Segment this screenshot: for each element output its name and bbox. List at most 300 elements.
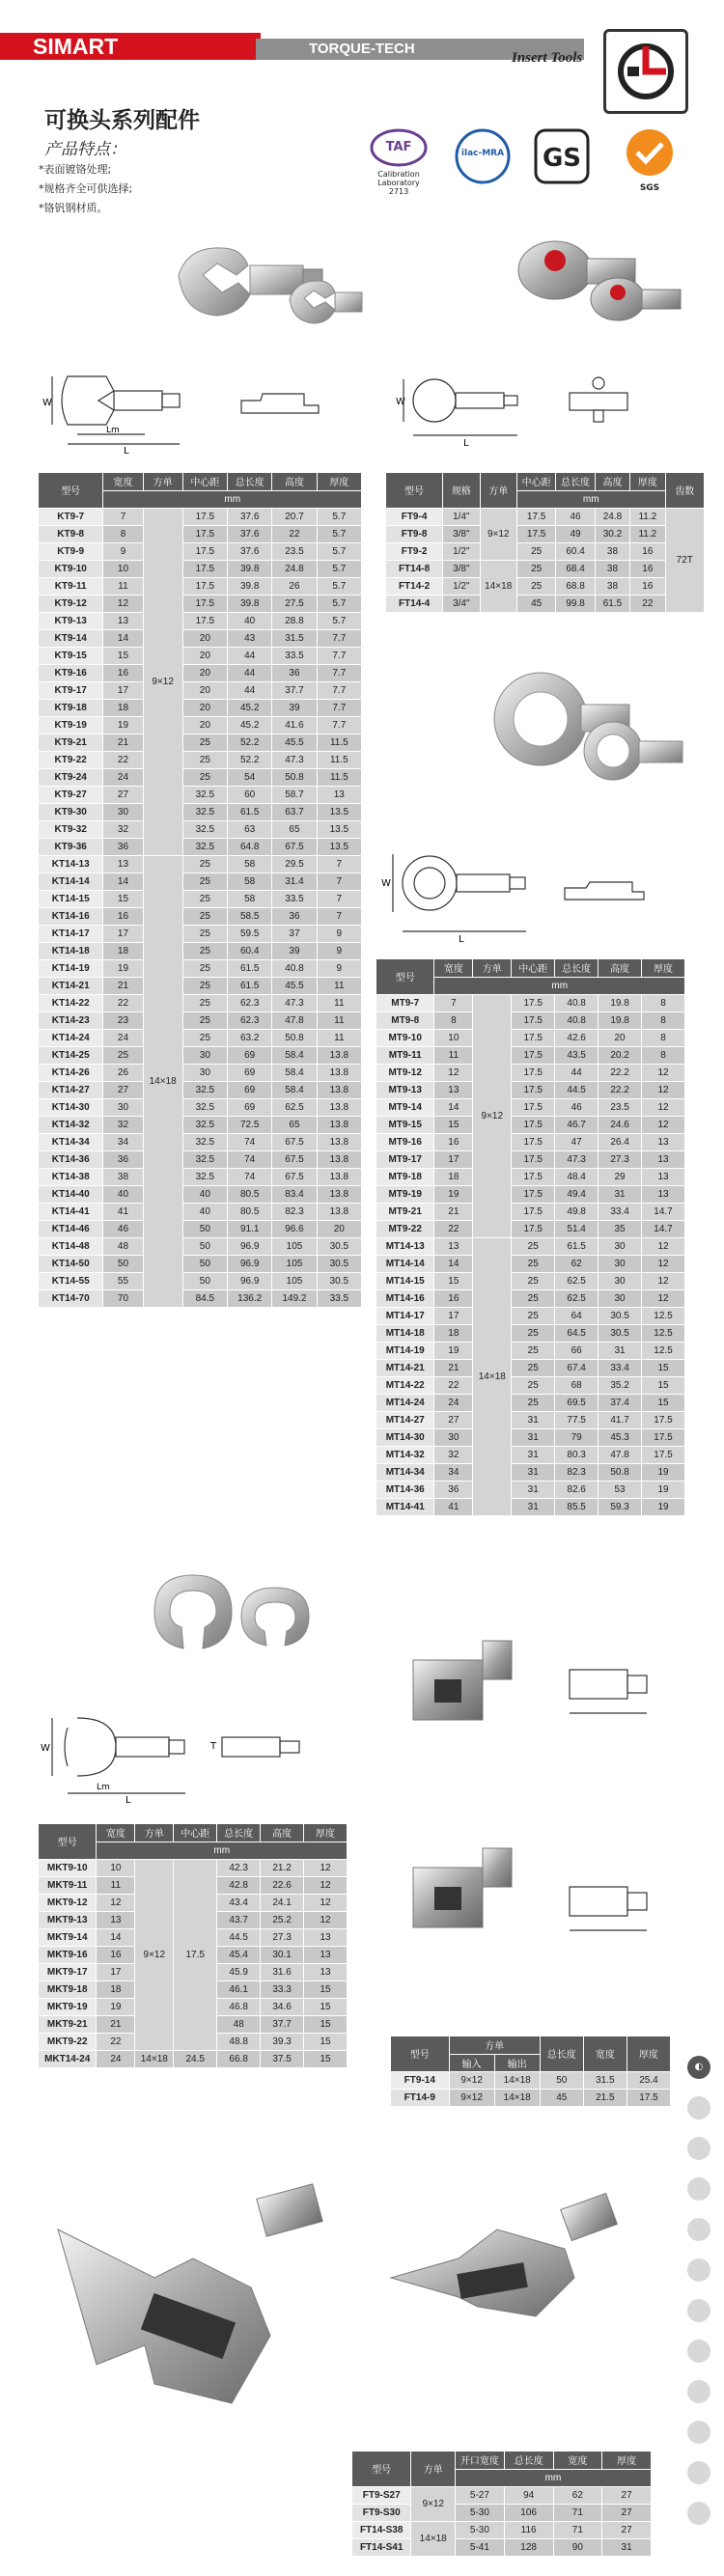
value-cell: 53 (599, 1481, 642, 1498)
value-cell: 5-30 (456, 2521, 505, 2538)
header-model: 型号 (386, 473, 443, 508)
value-cell: 12.5 (642, 1342, 685, 1359)
value-cell: 17.5 (512, 1029, 555, 1046)
width-cell: 15 (434, 1272, 473, 1289)
width-cell: 17 (103, 925, 143, 942)
value-cell: 30 (599, 1272, 642, 1289)
value-cell: 31.6 (261, 1963, 304, 1980)
value-cell: 47.8 (599, 1446, 642, 1463)
mt-spec-table (376, 959, 685, 1516)
value-cell: 17.5 (642, 1446, 685, 1463)
value-cell: 32.5 (182, 1081, 227, 1098)
value-cell: 48 (217, 2015, 261, 2033)
table-row (39, 612, 362, 629)
model-cell: MKT9-21 (39, 2015, 97, 2033)
value-cell: 19.8 (599, 1011, 642, 1029)
ratchet-dimension-diagram (396, 372, 685, 453)
value-cell: 16 (630, 560, 665, 577)
value-cell: 30 (182, 1046, 227, 1064)
value-cell: 13 (304, 1946, 348, 1963)
table-row (391, 2089, 671, 2106)
width-cell: 22 (97, 2033, 135, 2050)
value-cell: 42.6 (555, 1029, 599, 1046)
drive-cell: 14×18 (480, 560, 516, 612)
header-center: 中心距 (174, 1824, 217, 1842)
value-cell: 45.9 (217, 1963, 261, 1980)
width-cell: 30 (103, 803, 143, 820)
value-cell: 24.6 (599, 1116, 642, 1133)
value-cell: 67.5 (272, 838, 317, 855)
dim-l-label: L (124, 446, 129, 457)
value-cell: 8 (642, 994, 685, 1011)
value-cell: 31 (512, 1498, 555, 1515)
adjustable-spec-table (352, 2451, 652, 2557)
value-cell: 17.5 (642, 1411, 685, 1428)
model-cell: MKT9-16 (39, 1946, 97, 1963)
header-length: 总长度 (504, 2451, 553, 2469)
table-row (39, 1046, 362, 1064)
width-cell: 16 (434, 1133, 473, 1150)
value-cell: 20 (182, 647, 227, 664)
width-cell: 32 (103, 820, 143, 838)
value-cell: 17.5 (516, 508, 555, 525)
value-cell: 5.7 (317, 542, 361, 560)
value-cell: 71 (553, 2521, 602, 2538)
value-cell: 45 (540, 2089, 583, 2106)
width-cell: 14 (97, 1928, 135, 1946)
value-cell: 35 (599, 1220, 642, 1237)
model-cell: MT9-16 (376, 1133, 434, 1150)
table-row (352, 2504, 652, 2521)
value-cell: 38 (595, 560, 629, 577)
value-cell: 67.4 (555, 1359, 599, 1376)
value-cell: 37 (272, 925, 317, 942)
table-row (39, 629, 362, 647)
value-cell: 8 (642, 1029, 685, 1046)
model-cell: MT14-16 (376, 1289, 434, 1307)
width-cell: 19 (103, 959, 143, 977)
value-cell: 9 (317, 925, 361, 942)
value-cell: 5-41 (456, 2538, 505, 2556)
width-cell: 32 (434, 1446, 473, 1463)
value-cell: 44 (228, 664, 272, 681)
value-cell: 12 (642, 1098, 685, 1116)
value-cell: 58 (228, 855, 272, 873)
table-row (376, 1446, 685, 1463)
value-cell: 30.5 (599, 1324, 642, 1342)
value-cell: 149.2 (272, 1289, 317, 1307)
width-cell: 38 (103, 1168, 143, 1185)
header-thickness: 厚度 (304, 1824, 348, 1842)
size-cell: 3/8" (443, 525, 480, 542)
model-cell: KT9-9 (39, 542, 103, 560)
value-cell: 67.5 (272, 1168, 317, 1185)
header-drive: 方单 (135, 1824, 174, 1842)
width-cell: 22 (434, 1220, 473, 1237)
value-cell: 25 (512, 1255, 555, 1272)
value-cell: 39.8 (228, 577, 272, 595)
drive-cell: 14×18 (473, 1237, 512, 1515)
header-drive: 方单 (143, 473, 182, 490)
dot-icon (687, 2380, 710, 2403)
value-cell: 59.5 (228, 925, 272, 942)
header-drive: 方单 (449, 2036, 540, 2054)
model-cell: KT9-24 (39, 768, 103, 786)
header-center: 中心距 (516, 473, 555, 490)
size-cell: 1/2" (443, 577, 480, 595)
model-cell: FT14-S38 (352, 2521, 411, 2538)
value-cell: 96.6 (272, 1220, 317, 1237)
model-cell: MT14-22 (376, 1376, 434, 1394)
value-cell: 47.8 (272, 1011, 317, 1029)
value-cell: 105 (272, 1272, 317, 1289)
value-cell: 24.5 (174, 2050, 217, 2067)
dim-w-label: W (396, 397, 405, 407)
value-cell: 74 (228, 1133, 272, 1150)
features-heading: 产品特点： (44, 140, 126, 159)
value-cell: 65 (272, 1116, 317, 1133)
table-row (376, 1237, 685, 1255)
value-cell: 80.3 (555, 1446, 599, 1463)
value-cell: 96.9 (228, 1255, 272, 1272)
width-cell: 36 (103, 1150, 143, 1168)
value-cell: 62.5 (555, 1272, 599, 1289)
dot-icon (687, 2340, 710, 2363)
dot-icon (687, 2258, 710, 2282)
table-row (376, 1133, 685, 1150)
value-cell: 25 (512, 1237, 555, 1255)
value-cell: 25 (182, 751, 227, 768)
value-cell: 12 (642, 1237, 685, 1255)
value-cell: 32.5 (182, 838, 227, 855)
value-cell: 7.7 (317, 647, 361, 664)
header-model: 型号 (39, 473, 103, 508)
header-height: 高度 (599, 959, 642, 977)
value-cell: 13.8 (317, 1150, 361, 1168)
adapter-spec-table (391, 2036, 671, 2107)
dim-l-label: L (459, 934, 464, 945)
taf-number: 2713 (388, 187, 409, 196)
drive-cell: 14×18 (143, 855, 182, 1307)
value-cell: 25 (516, 577, 555, 595)
width-cell: 11 (434, 1046, 473, 1064)
header-opening: 开口宽度 (456, 2451, 505, 2469)
model-cell: FT14-S41 (352, 2538, 411, 2556)
value-cell: 44 (228, 647, 272, 664)
header-model: 型号 (39, 1824, 97, 1859)
width-cell: 30 (103, 1098, 143, 1116)
width-cell: 13 (434, 1237, 473, 1255)
value-cell: 16 (630, 542, 665, 560)
value-cell: 25 (512, 1359, 555, 1376)
value-cell: 52.2 (228, 734, 272, 751)
table-row (39, 595, 362, 612)
value-cell: 67.5 (272, 1150, 317, 1168)
value-cell: 13.8 (317, 1133, 361, 1150)
value-cell: 52.2 (228, 751, 272, 768)
value-cell: 20.7 (272, 508, 317, 525)
value-cell: 14×18 (494, 2071, 540, 2089)
model-cell: KT14-23 (39, 1011, 103, 1029)
value-cell: 25 (512, 1342, 555, 1359)
table-row (39, 768, 362, 786)
width-cell: 12 (103, 595, 143, 612)
value-cell: 116 (504, 2521, 553, 2538)
adapter-photo-2 (405, 1839, 521, 1949)
table-row (376, 1255, 685, 1272)
width-cell: 14 (103, 629, 143, 647)
value-cell: 105 (272, 1255, 317, 1272)
value-cell: 12 (642, 1272, 685, 1289)
header-thickness: 厚度 (602, 2451, 652, 2469)
header-width: 宽度 (553, 2451, 602, 2469)
value-cell: 30.5 (317, 1272, 361, 1289)
table-row (39, 803, 362, 820)
width-cell: 10 (434, 1029, 473, 1046)
value-cell: 17.5 (512, 1133, 555, 1150)
value-cell: 7 (317, 890, 361, 907)
value-cell: 19 (642, 1481, 685, 1498)
table-row (376, 1098, 685, 1116)
value-cell: 8 (642, 1011, 685, 1029)
value-cell: 25 (182, 977, 227, 994)
value-cell: 13.8 (317, 1185, 361, 1203)
value-cell: 71 (553, 2504, 602, 2521)
value-cell: 30.5 (317, 1255, 361, 1272)
crowfoot-head-photo (135, 1564, 348, 1674)
model-cell: KT9-7 (39, 508, 103, 525)
value-cell: 91.1 (228, 1220, 272, 1237)
model-cell: KT9-32 (39, 820, 103, 838)
value-cell: 32.5 (182, 1133, 227, 1150)
value-cell: 68.8 (556, 577, 595, 595)
value-cell: 40.8 (272, 959, 317, 977)
value-cell: 39.8 (228, 560, 272, 577)
width-cell: 19 (103, 716, 143, 734)
value-cell: 82.6 (555, 1481, 599, 1498)
width-cell: 14 (434, 1098, 473, 1116)
width-cell: 21 (97, 2015, 135, 2033)
value-cell: 40 (182, 1185, 227, 1203)
model-cell: KT9-17 (39, 681, 103, 699)
table-row (376, 1342, 685, 1359)
value-cell: 32.5 (182, 1150, 227, 1168)
value-cell: 17.5 (512, 1081, 555, 1098)
value-cell: 19.8 (599, 994, 642, 1011)
width-cell: 7 (103, 508, 143, 525)
value-cell: 32.5 (182, 1116, 227, 1133)
value-cell: 37.6 (228, 508, 272, 525)
width-cell: 13 (103, 855, 143, 873)
model-cell: KT14-24 (39, 1029, 103, 1046)
width-cell: 46 (103, 1220, 143, 1237)
table-row (376, 1359, 685, 1376)
value-cell: 20.2 (599, 1046, 642, 1064)
adjustable-head-photo-small (381, 2172, 642, 2330)
value-cell: 67.5 (272, 1133, 317, 1150)
header-thickness: 厚度 (642, 959, 685, 977)
value-cell: 12 (304, 1859, 348, 1876)
model-cell: KT9-11 (39, 577, 103, 595)
table-row (39, 2050, 348, 2067)
model-cell: MT9-13 (376, 1081, 434, 1098)
value-cell: 31.5 (272, 629, 317, 647)
value-cell: 7.7 (317, 716, 361, 734)
table-row (376, 1064, 685, 1081)
value-cell: 25 (512, 1272, 555, 1289)
feature-item: *铬钒钢材质。 (39, 202, 108, 214)
value-cell: 12 (642, 1255, 685, 1272)
value-cell: 37.6 (228, 525, 272, 542)
value-cell: 45.2 (228, 699, 272, 716)
table-row (39, 525, 362, 542)
value-cell: 60.4 (228, 942, 272, 959)
value-cell: 48.8 (217, 2033, 261, 2050)
value-cell: 105 (272, 1237, 317, 1255)
width-cell: 16 (97, 1946, 135, 1963)
value-cell: 84.5 (182, 1289, 227, 1307)
unit-row: mm (103, 490, 362, 508)
value-cell: 37.5 (261, 2050, 304, 2067)
model-cell: MT9-22 (376, 1220, 434, 1237)
table-row (39, 681, 362, 699)
table-row (39, 1011, 362, 1029)
table-row (376, 1411, 685, 1428)
table-row (376, 1220, 685, 1237)
value-cell: 23.5 (272, 542, 317, 560)
width-cell: 40 (103, 1185, 143, 1203)
insert-tools-label: Insert Tools (512, 50, 583, 66)
value-cell: 7.7 (317, 664, 361, 681)
value-cell: 17.5 (512, 1168, 555, 1185)
value-cell: 15 (642, 1359, 685, 1376)
table-row (386, 542, 705, 560)
value-cell: 17.5 (182, 508, 227, 525)
value-cell: 25 (512, 1394, 555, 1411)
model-cell: KT14-21 (39, 977, 103, 994)
value-cell: 7.7 (317, 699, 361, 716)
width-cell: 15 (103, 647, 143, 664)
table-row (39, 1220, 362, 1237)
value-cell: 50.8 (599, 1463, 642, 1481)
value-cell: 45 (516, 595, 555, 612)
header-thickness: 厚度 (317, 473, 361, 490)
model-cell: MKT9-11 (39, 1876, 97, 1894)
table-row (39, 1150, 362, 1168)
value-cell: 58 (228, 873, 272, 890)
drive-cell: 9×12 (135, 1859, 174, 2050)
model-cell: KT9-36 (39, 838, 103, 855)
value-cell: 13.8 (317, 1081, 361, 1098)
model-cell: MT14-30 (376, 1428, 434, 1446)
model-cell: KT14-32 (39, 1116, 103, 1133)
value-cell: 40 (182, 1203, 227, 1220)
unit-row: mm (97, 1842, 348, 1859)
table-row (39, 855, 362, 873)
model-cell: MT14-17 (376, 1307, 434, 1324)
value-cell: 22 (272, 525, 317, 542)
value-cell: 47 (555, 1133, 599, 1150)
value-cell: 72.5 (228, 1116, 272, 1133)
value-cell: 25 (512, 1324, 555, 1342)
value-cell: 37.7 (261, 2015, 304, 2033)
value-cell: 11.5 (317, 734, 361, 751)
table-row (39, 508, 362, 525)
value-cell: 31 (512, 1463, 555, 1481)
value-cell: 21.5 (583, 2089, 627, 2106)
table-row (39, 820, 362, 838)
dot-icon (687, 2218, 710, 2241)
value-cell: 60 (228, 786, 272, 803)
value-cell: 39 (272, 699, 317, 716)
value-cell: 11.2 (630, 525, 665, 542)
value-cell: 63 (228, 820, 272, 838)
value-cell: 15 (304, 2050, 348, 2067)
value-cell: 96.9 (228, 1237, 272, 1255)
table-row (39, 1203, 362, 1220)
value-cell: 44.5 (217, 1928, 261, 1946)
value-cell: 80.5 (228, 1185, 272, 1203)
dot-icon (687, 2299, 710, 2322)
value-cell: 17.5 (512, 1116, 555, 1133)
value-cell: 30 (599, 1289, 642, 1307)
header-size: 规格 (443, 473, 480, 508)
width-cell: 26 (103, 1064, 143, 1081)
value-cell: 17.5 (182, 525, 227, 542)
table-row (39, 873, 362, 890)
width-cell: 13 (97, 1911, 135, 1928)
value-cell: 13.5 (317, 820, 361, 838)
value-cell: 5.7 (317, 612, 361, 629)
value-cell: 25 (512, 1289, 555, 1307)
value-cell: 29.5 (272, 855, 317, 873)
model-cell: MT14-34 (376, 1463, 434, 1481)
value-cell: 14×18 (135, 2050, 174, 2067)
model-cell: KT9-27 (39, 786, 103, 803)
header-center: 中心距 (512, 959, 555, 977)
width-cell: 24 (103, 1029, 143, 1046)
table-row (376, 1481, 685, 1498)
table-row (39, 1859, 348, 1876)
model-cell: KT14-16 (39, 907, 103, 925)
value-cell: 33.5 (272, 647, 317, 664)
value-cell: 43.7 (217, 1911, 261, 1928)
model-cell: KT14-41 (39, 1203, 103, 1220)
value-cell: 17.5 (182, 595, 227, 612)
value-cell: 25 (512, 1307, 555, 1324)
model-cell: KT14-13 (39, 855, 103, 873)
value-cell: 40.8 (555, 1011, 599, 1029)
width-cell: 27 (103, 1081, 143, 1098)
adapter-photo-1 (405, 1631, 521, 1741)
adjustable-head-photo-large (39, 2172, 357, 2417)
header-output: 输出 (494, 2054, 540, 2071)
value-cell: 61.5 (228, 959, 272, 977)
width-cell: 70 (103, 1289, 143, 1307)
value-cell: 62 (555, 1255, 599, 1272)
width-cell: 27 (103, 786, 143, 803)
width-cell: 17 (434, 1307, 473, 1324)
value-cell: 50.8 (272, 768, 317, 786)
width-cell: 30 (434, 1428, 473, 1446)
model-cell: MT9-19 (376, 1185, 434, 1203)
value-cell: 7 (317, 873, 361, 890)
value-cell: 39.8 (228, 595, 272, 612)
ratchet-head-photo (502, 232, 695, 332)
width-cell: 22 (103, 994, 143, 1011)
model-cell: MT9-17 (376, 1150, 434, 1168)
header-drive: 方单 (473, 959, 512, 977)
